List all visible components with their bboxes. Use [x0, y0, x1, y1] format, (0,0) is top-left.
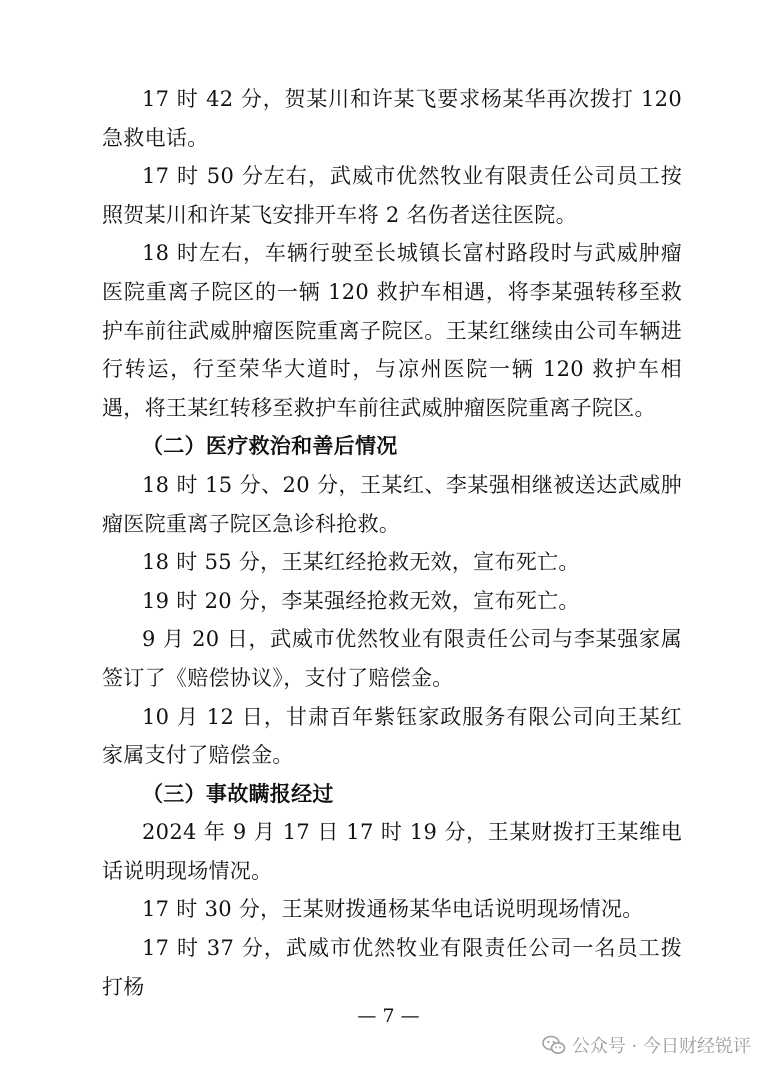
wechat-icon	[542, 1035, 566, 1055]
paragraph: 17 时 50 分左右，武威市优然牧业有限责任公司员工按照贺某川和许某飞安排开车将 2 名伤者送往医院。	[102, 164, 682, 227]
paragraph: 19 时 20 分，李某强经抢救无效，宣布死亡。	[142, 588, 580, 613]
paragraph: 17 时 37 分，武威市优然牧业有限责任公司一名员工拨打杨	[102, 936, 682, 999]
page-number: — 7 —	[357, 1005, 420, 1027]
paragraph: 18 时 55 分，王某红经抢救无效，宣布死亡。	[142, 550, 580, 575]
paragraph: 18 时左右，车辆行驶至长城镇长富村路段时与武威肿瘤医院重离子院区的一辆 120 救护车相遇，将李某强转移至救护车前往武威肿瘤医院重离子院区。王某红继续由公司车辆进行转运，行至荣华大道时，与凉州医院一辆 120 救护车相遇，将王某红转移至救护车前往武威肿瘤医院重离子院区。	[102, 241, 682, 420]
paragraph: 9 月 20 日，武威市优然牧业有限责任公司与李某强家属签订了《赔偿协议》，支付了赔偿金。	[102, 627, 682, 690]
paragraph: 17 时 30 分，王某财拨通杨某华电话说明现场情况。	[142, 897, 644, 922]
section-heading: （二）医疗救治和善后情况	[142, 433, 398, 459]
watermark	[542, 1030, 751, 1060]
watermark-text: 公众号 · 今日财经锐评	[571, 1036, 751, 1057]
paragraph: 18 时 15 分、20 分，王某红、李某强相继被送达武威肿瘤医院重离子院区急诊科抢救。	[102, 472, 682, 536]
paragraph: 17 时 42 分，贺某川和许某飞要求杨某华再次拨打 120 急救电话。	[102, 87, 682, 150]
paragraph: 2024 年 9 月 17 日 17 时 19 分，王某财拨打王某维电话说明现场情况。	[102, 820, 682, 883]
section-heading: （三）事故瞒报经过	[142, 780, 334, 806]
document-body	[102, 80, 682, 1006]
paragraph: 10 月 12 日，甘肃百年紫钰家政服务有限公司向王某红家属支付了赔偿金。	[102, 704, 682, 768]
